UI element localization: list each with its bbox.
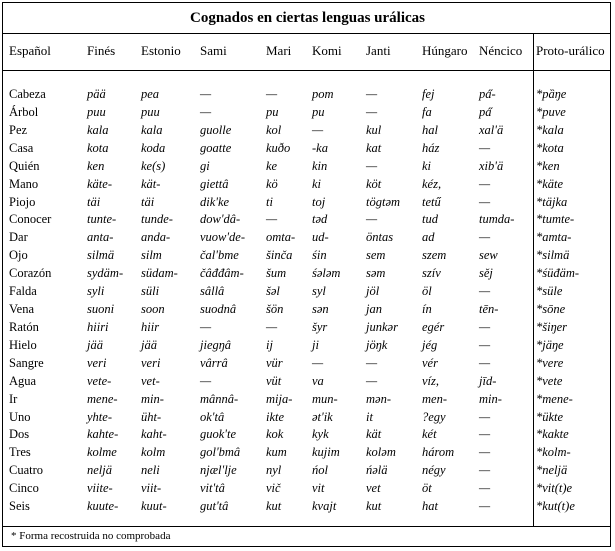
cognate-cell: suoni [87, 302, 115, 317]
cognate-cell: ji [312, 337, 319, 352]
cognate-cell: tunde- [141, 212, 173, 227]
cognate-cell: jīd- [479, 373, 497, 388]
cognate-cell: jää [87, 337, 103, 352]
cognate-cell: kolm [141, 445, 166, 460]
column-header: Sami [200, 43, 227, 58]
cognate-cell: neli [141, 463, 160, 478]
table-row [3, 374, 610, 391]
cognate-cell: — [312, 355, 324, 370]
cognate-cell: yhte- [87, 409, 112, 424]
spanish-word: Ratón [9, 319, 39, 334]
spanish-word: Árbol [9, 104, 39, 119]
cognate-cell: tögtəm [366, 194, 401, 209]
cognate-cell: egér [422, 319, 445, 334]
cognate-cell: — [479, 194, 491, 209]
spanish-word: Corazón [9, 266, 52, 281]
cognate-cell: — [479, 481, 491, 496]
cognate-cell: sem [366, 248, 386, 263]
cognate-cell: — [479, 409, 491, 424]
cognate-cell: koda [141, 140, 166, 155]
cognate-cell: kat [366, 140, 382, 155]
cognate-cell: — [479, 140, 491, 155]
cognate-cell: *śüđäm- [536, 266, 580, 281]
spanish-word: Casa [9, 140, 34, 155]
cognate-cell: vârrâ [200, 355, 228, 370]
cognate-cell: hat [422, 499, 438, 514]
cognate-cell: təd [312, 212, 328, 227]
cognate-cell: víz, [422, 373, 440, 388]
cognate-cell: sydäm- [87, 266, 124, 281]
cognate-cell: — [366, 87, 378, 101]
cognate-cell: jan [366, 302, 382, 317]
cognate-cell: puu [141, 104, 160, 119]
cognate-cell: kuut- [141, 499, 167, 514]
cognate-cell: ńol [312, 463, 328, 478]
table-row [3, 177, 610, 194]
table-frame [2, 2, 611, 547]
cognate-cell: kahte- [87, 427, 119, 442]
cognate-cell: neljä [87, 463, 112, 478]
cognate-cell: ke(s) [141, 158, 166, 173]
cognate-cell: *ükte [536, 409, 564, 424]
column-header: Néncico [479, 43, 523, 58]
cognate-cell: *kolm- [536, 445, 571, 460]
cognate-cell: kuðo [266, 140, 291, 155]
table-row [3, 445, 610, 462]
cognate-cell: — [366, 212, 378, 227]
cognate-cell: — [266, 87, 278, 101]
cognate-cell: kin [312, 158, 328, 173]
table-row [3, 463, 610, 480]
table-row [3, 230, 610, 247]
cognate-cell: — [479, 427, 491, 442]
cognate-cell: čâđđâm- [200, 266, 244, 281]
cognate-cell: hal [422, 122, 438, 137]
table-row [3, 427, 610, 444]
spanish-word: Vena [9, 302, 34, 317]
cognate-cell: *puve [536, 104, 566, 119]
cognate-cell: jöŋk [366, 337, 388, 352]
spanish-word: Seis [9, 499, 30, 514]
cognate-cell: täi [87, 194, 101, 209]
cognate-cell: va [312, 373, 324, 388]
column-header: Proto-urálico [536, 43, 605, 58]
divider [3, 526, 610, 527]
cognate-cell: kö [266, 176, 278, 191]
spanish-word: Pez [9, 122, 28, 137]
cognate-cell: jää [141, 337, 157, 352]
cognate-cell: — [266, 212, 278, 227]
cognate-cell: vér [422, 355, 438, 370]
cognate-cell: *kala [536, 122, 564, 137]
cognate-cell: tunte- [87, 212, 117, 227]
cognate-cell: három [422, 445, 455, 460]
cognate-cell: pää [87, 87, 106, 101]
cognate-cell: vit [312, 481, 325, 496]
cognate-cell: śələm [312, 266, 341, 281]
cognate-cell: — [479, 319, 491, 334]
cognate-cell: suodnâ [200, 302, 237, 317]
cognate-cell: hiir [141, 319, 160, 334]
cognate-cell: šum [266, 266, 287, 281]
spanish-word: Falda [9, 284, 37, 299]
cognate-cell: kujim [312, 445, 340, 460]
spanish-word: Dos [9, 427, 30, 442]
column-header: Finés [87, 43, 116, 58]
table-row [3, 141, 610, 158]
cognate-cell: — [312, 122, 324, 137]
cognate-cell: ət'ik [312, 409, 333, 424]
table-row [3, 195, 610, 212]
cognate-cell: öl [422, 284, 432, 299]
table-row [3, 392, 610, 409]
cognate-cell: jég [422, 337, 438, 352]
cognate-cell: pa̋ [479, 104, 492, 119]
cognate-cell: *jäŋe [536, 337, 564, 352]
column-header: Komi [312, 43, 342, 58]
cognate-cell: — [200, 373, 212, 388]
cognate-cell: *kut(t)e [536, 499, 575, 514]
cognate-cell: kut [366, 499, 382, 514]
cognate-cell: ín [422, 302, 432, 317]
cognate-cell: gi [200, 158, 210, 173]
footnote: * Forma recostruida no comprobada [11, 530, 171, 542]
table-row [3, 105, 610, 122]
cognate-cell: ikte [266, 409, 285, 424]
cognate-cell: gut'tâ [200, 499, 229, 514]
cognate-cell: kaht- [141, 427, 167, 442]
cognate-cell: kum [266, 445, 287, 460]
cognate-cell: *ken [536, 158, 560, 173]
cognate-cell: szem [422, 248, 447, 263]
cognate-cell: kuute- [87, 499, 119, 514]
cognate-cell: käte- [87, 176, 112, 191]
cognate-cell: — [479, 355, 491, 370]
cognate-cell: pom [312, 87, 334, 101]
spanish-word: Sangre [9, 355, 44, 370]
cognate-cell: viit- [141, 481, 162, 496]
cognate-cell: *käte [536, 176, 564, 191]
cognate-cell: vič [266, 481, 281, 496]
cognate-cell: syl [312, 284, 326, 299]
spanish-word: Ir [9, 391, 18, 406]
cognate-cell: -ka [312, 140, 328, 155]
cognate-cell: ad [422, 230, 435, 245]
cognate-cell: tud [422, 212, 438, 227]
table-row [3, 320, 610, 337]
cognate-cell: üht- [141, 409, 162, 424]
cognate-cell: viite- [87, 481, 113, 496]
cognate-cell: ok'tâ [200, 409, 225, 424]
cognate-cell: dow'dâ- [200, 212, 241, 227]
cognate-cell: *täjka [536, 194, 568, 209]
table-row [3, 338, 610, 355]
cognate-cell: čal'bme [200, 248, 239, 263]
cognate-cell: vür [266, 355, 283, 370]
cognate-cell: — [479, 176, 491, 191]
cognate-cell: tēn- [479, 302, 499, 317]
spanish-word: Agua [9, 373, 37, 388]
cognate-cell: *kota [536, 140, 564, 155]
spanish-word: Cabeza [9, 87, 46, 101]
cognate-cell: ij [266, 337, 273, 352]
cognate-cell: guolle [200, 122, 232, 137]
cognate-cell: ti [266, 194, 273, 209]
cognate-cell: mene- [87, 391, 118, 406]
cognate-cell: gol'bmâ [200, 445, 241, 460]
cognate-cell: kala [141, 122, 163, 137]
column-header: Janti [366, 43, 391, 58]
spanish-word: Piojo [9, 194, 36, 209]
spanish-word: Conocer [9, 212, 52, 227]
cognate-cell: silm [141, 248, 162, 263]
column-header: Mari [266, 43, 292, 58]
table-row [3, 302, 610, 319]
spanish-word: Mano [9, 176, 39, 191]
cognate-cell: sâllâ [200, 284, 225, 299]
cognate-cell: — [479, 499, 491, 514]
cognate-cell: guok'te [200, 427, 236, 442]
cognate-cell: öntas [366, 230, 394, 245]
cognate-cell: silmä [87, 248, 115, 263]
spanish-word: Hielo [9, 337, 37, 352]
cognate-cell: *neljä [536, 463, 568, 478]
cognate-cell: omta- [266, 230, 296, 245]
cognate-cell: kol [266, 122, 282, 137]
cognate-cell: njæl'lje [200, 463, 237, 478]
table-row [3, 87, 610, 104]
cognate-cell: *vete [536, 373, 563, 388]
cognate-cell: *süle [536, 284, 563, 299]
cognate-cell: vit'tâ [200, 481, 225, 496]
cognate-cell: veri [87, 355, 107, 370]
cognate-cell: min- [479, 391, 502, 406]
cognate-cell: mija- [266, 391, 293, 406]
cognate-cell: kvajt [312, 499, 337, 514]
cognate-cell: vuow'de- [200, 230, 246, 245]
cognate-cell: — [479, 463, 491, 478]
cognate-cell: *šiŋer [536, 319, 568, 334]
cognate-cell: śin [312, 248, 327, 263]
cognate-cell: kul [366, 122, 382, 137]
cognate-cell: fa [422, 104, 432, 119]
cognate-cell: *mene- [536, 391, 573, 406]
cognate-cell: pea [141, 87, 160, 101]
cognate-cell: ház [422, 140, 440, 155]
cognate-cell: vete- [87, 373, 112, 388]
cognate-cell: xal'ä [479, 122, 504, 137]
cognate-cell: anda- [141, 230, 171, 245]
cognate-cell: kéz, [422, 176, 442, 191]
cognate-cell: men- [422, 391, 447, 406]
cognate-cell: kolme [87, 445, 117, 460]
cognate-cell: šön [266, 302, 284, 317]
cognate-cell: šinča [266, 248, 293, 263]
cognate-cell: — [366, 158, 378, 173]
table-row [3, 123, 610, 140]
cognate-cell: veri [141, 355, 161, 370]
cognate-cell: ke [266, 158, 278, 173]
cognate-cell: *tumte- [536, 212, 575, 227]
cognate-cell: — [200, 104, 212, 119]
cognate-cell: — [479, 337, 491, 352]
cognate-cell: — [366, 373, 378, 388]
spanish-word: Tres [9, 445, 31, 460]
cognate-cell: sew [479, 248, 498, 263]
spanish-word: Quién [9, 158, 40, 173]
cognate-cell: két [422, 427, 437, 442]
divider [3, 70, 610, 71]
cognate-cell: kät- [141, 176, 161, 191]
cognate-cell: fej [422, 87, 435, 101]
spanish-word: Dar [9, 230, 28, 245]
cognate-cell: junkər [366, 319, 398, 334]
cognate-cell: syli [87, 284, 105, 299]
cognate-cell: vet [366, 481, 381, 496]
column-header: Húngaro [422, 43, 468, 58]
cognate-cell: ud- [312, 230, 329, 245]
cognate-cell: köt [366, 176, 382, 191]
cognate-cell: soon [141, 302, 165, 317]
cognate-cell: ńəlä [366, 463, 388, 478]
table-row [3, 248, 610, 265]
cognate-cell: — [200, 319, 212, 334]
cognate-cell: *amta- [536, 230, 572, 245]
cognate-cell: kala [87, 122, 109, 137]
cognate-cell: dik'ke [200, 194, 230, 209]
cognate-cell: it [366, 409, 373, 424]
cognate-cell: vüt [266, 373, 282, 388]
cognate-cell: sěj [479, 266, 493, 281]
cognate-cell: — [266, 319, 278, 334]
cognate-cell: südam- [141, 266, 178, 281]
cognate-cell: min- [141, 391, 164, 406]
cognate-cell: ?egy [422, 409, 446, 424]
cognate-cell: mun- [312, 391, 338, 406]
table-row [3, 410, 610, 427]
cognate-cell: koləm [366, 445, 396, 460]
cognate-cell: — [366, 355, 378, 370]
cognate-cell: — [366, 104, 378, 119]
divider [3, 33, 610, 34]
table-row [3, 356, 610, 373]
cognate-cell: sən [312, 302, 329, 317]
cognate-cell: goatte [200, 140, 232, 155]
cognate-cell: kok [266, 427, 284, 442]
cognate-cell: nyl [266, 463, 282, 478]
table-row [3, 159, 610, 176]
cognate-cell: puu [87, 104, 106, 119]
cognate-cell: kut [266, 499, 282, 514]
table-title: Cognados en ciertas lenguas urálicas [189, 10, 425, 26]
spanish-word: Cinco [9, 481, 39, 496]
cognate-cell: — [479, 445, 491, 460]
cognate-cell: anta- [87, 230, 114, 245]
cognate-cell: xib'ä [479, 158, 504, 173]
cognate-cell: *kakte [536, 427, 569, 442]
cognate-cell: täi [141, 194, 155, 209]
cognate-cell: tetű [422, 194, 441, 209]
cognate-cell: səm [366, 266, 386, 281]
cognate-cell: kyk [312, 427, 329, 442]
cognate-cell: ken [87, 158, 105, 173]
cognate-cell: tumda- [479, 212, 515, 227]
cognate-cell: süli [141, 284, 160, 299]
table-row [3, 499, 610, 516]
cognate-cell: vet- [141, 373, 160, 388]
cognate-cell: *pȁŋe [536, 87, 567, 101]
spanish-word: Cuatro [9, 463, 44, 478]
cognate-cell: pa̋- [479, 87, 496, 101]
cognate-cell: öt [422, 481, 432, 496]
cognate-cell: — [479, 284, 491, 299]
cognate-cell: mən- [366, 391, 391, 406]
cognate-cell: *silmä [536, 248, 570, 263]
table-row [3, 481, 610, 498]
cognate-cell: mânnâ- [200, 391, 239, 406]
cognate-cell: szív [422, 266, 441, 281]
column-header: Español [9, 43, 51, 58]
cognate-cell: hiiri [87, 319, 109, 334]
table-row [3, 266, 610, 283]
cognate-cell: jiegŋâ [200, 337, 232, 352]
cognate-cell: jöl [366, 284, 380, 299]
cognate-cell: — [200, 87, 212, 101]
cognate-cell: pu [312, 104, 325, 119]
cognate-cell: kät [366, 427, 382, 442]
cognate-cell: — [479, 230, 491, 245]
cognate-cell: giettâ [200, 176, 229, 191]
spanish-word: Uno [9, 409, 31, 424]
cognate-cell: toj [312, 194, 326, 209]
cognate-cell: kota [87, 140, 109, 155]
cognate-cell: šəl [266, 284, 280, 299]
table-row [3, 212, 610, 229]
cognate-cell: négy [422, 463, 446, 478]
cognate-cell: *vere [536, 355, 564, 370]
cognate-cell: *sōne [536, 302, 566, 317]
cognate-cell: ki [312, 176, 322, 191]
spanish-word: Ojo [9, 248, 28, 263]
cognate-cell: pu [266, 104, 279, 119]
cognate-cell: šyr [312, 319, 328, 334]
column-header: Estonio [141, 43, 181, 58]
cognate-cell: ki [422, 158, 432, 173]
cognate-cell: *vit(t)e [536, 481, 573, 496]
table-row [3, 284, 610, 301]
